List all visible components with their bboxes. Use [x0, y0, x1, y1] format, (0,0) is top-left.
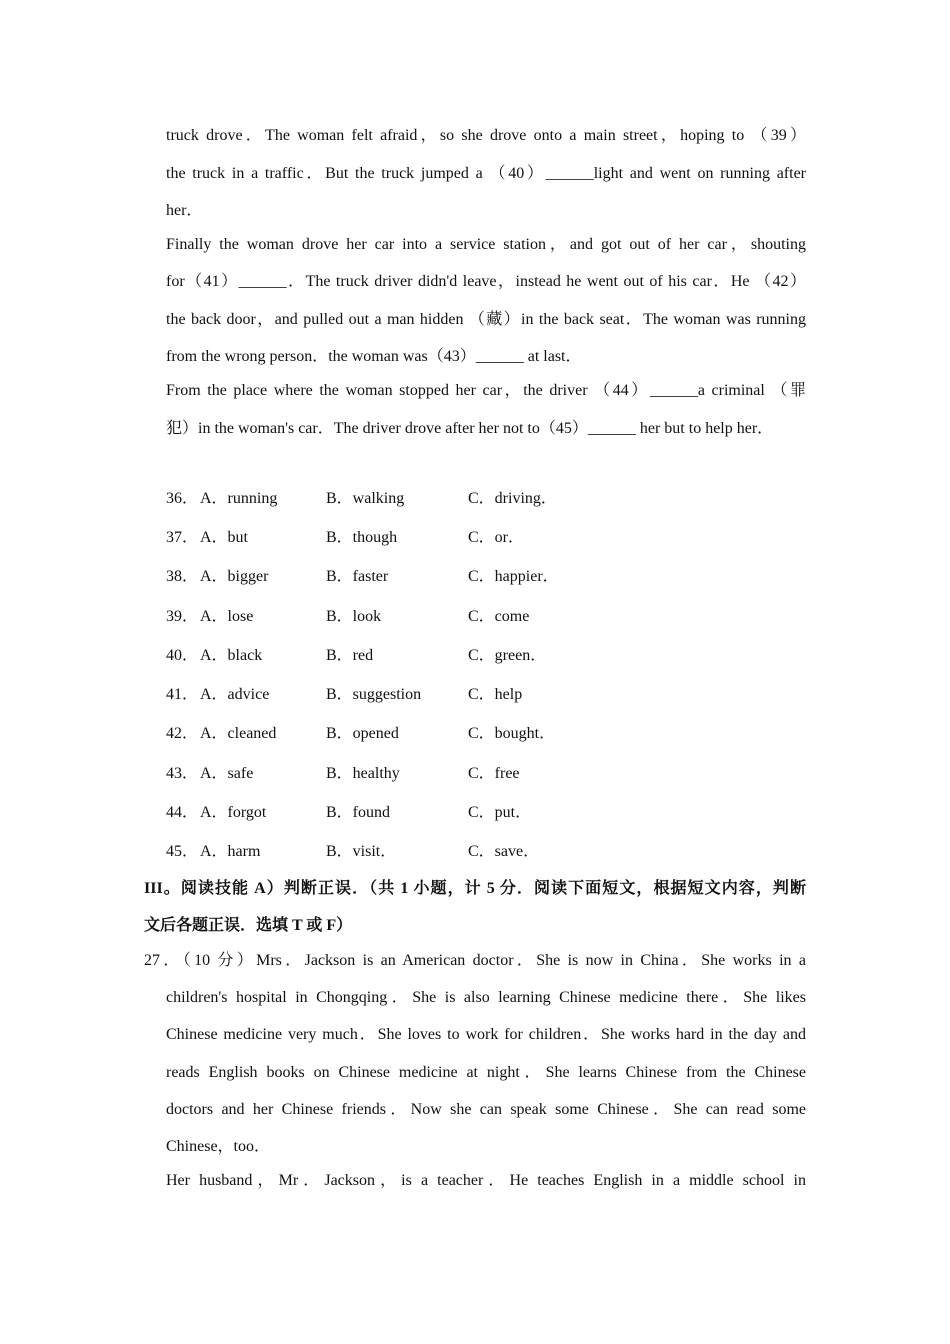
question-number: 41． [166, 686, 199, 703]
option-a: A．advice [200, 686, 270, 703]
option-c: C．save． [468, 843, 540, 860]
option-c: C．come [468, 608, 530, 625]
question-row [166, 646, 686, 666]
passage-line: from the wrong person．the woman was（43）______ at last． [166, 348, 582, 365]
passage-line: From the place where the woman stopped her car，the driver （44）______a criminal （罪 [166, 382, 806, 399]
question-number: 44． [166, 804, 199, 821]
question-number: 42． [166, 725, 199, 742]
question-row [166, 528, 686, 548]
option-a: A．black [200, 647, 263, 664]
option-b: B．look [326, 608, 382, 625]
option-c: C．happier． [468, 568, 559, 585]
option-b: B．opened [326, 725, 399, 742]
question-row [166, 842, 686, 862]
question-row [166, 803, 686, 823]
option-c: C．put． [468, 804, 532, 821]
passage2-line: Chinese，too． [166, 1138, 270, 1155]
question-row [166, 724, 686, 744]
option-b: B．found [326, 804, 391, 821]
question-number: 36． [166, 490, 199, 507]
passage-line: truck drove．The woman felt afraid，so she drove onto a main street，hoping to （39） [166, 127, 806, 144]
option-c: C．or． [468, 529, 525, 546]
option-a: A．running [200, 490, 278, 507]
question-row [166, 489, 686, 509]
passage2-line: Chinese medicine very much．She loves to work for children．She works hard in the day and [166, 1026, 807, 1043]
option-c: C．green． [468, 647, 547, 664]
passage2-line: Her husband，Mr．Jackson，is a teacher．He teaches English in a middle school in [166, 1172, 806, 1189]
passage2-line: 27．（10 分）Mrs．Jackson is an American doctor．She is now in China．She works in a [144, 952, 806, 969]
option-c: C．free [468, 765, 520, 782]
option-a: A．cleaned [200, 725, 277, 742]
option-a: A．harm [200, 843, 261, 860]
option-a: A．forgot [200, 804, 267, 821]
passage2-line: doctors and her Chinese friends．Now she can speak some Chinese．She can read some [166, 1101, 806, 1118]
passage-line: her． [166, 202, 203, 219]
option-b: B．walking [326, 490, 405, 507]
option-a: A．bigger [200, 568, 269, 585]
passage-line: the truck in a traffic．But the truck jumped a （40）______light and went on running after [166, 165, 806, 182]
question-row [166, 567, 686, 587]
option-b: B．visit． [326, 843, 397, 860]
option-c: C．help [468, 686, 523, 703]
question-number: 43． [166, 765, 199, 782]
passage2-line: children's hospital in Chongqing．She is also learning Chinese medicine there．She likes [166, 989, 806, 1006]
option-a: A．but [200, 529, 249, 546]
question-row [166, 607, 686, 627]
section-heading: 文后各题正误．选填 T 或 F） [144, 917, 353, 934]
passage-line: Finally the woman drove her car into a service station，and got out of her car，shouting [166, 236, 806, 253]
option-b: B．suggestion [326, 686, 422, 703]
option-a: A．lose [200, 608, 254, 625]
option-a: A．safe [200, 765, 254, 782]
option-b: B．though [326, 529, 398, 546]
section-heading: III。阅读技能 A）判断正误．（共 1 小题，计 5 分．阅读下面短文，根据短文内容，判断 [144, 880, 806, 897]
question-number: 38． [166, 568, 199, 585]
question-row [166, 764, 686, 784]
passage-line: 犯）in the woman's car．The driver drove after her not to（45）______ her but to help her． [166, 420, 774, 437]
question-number: 40． [166, 647, 199, 664]
option-b: B．faster [326, 568, 389, 585]
passage2-line: reads English books on Chinese medicine at night．She learns Chinese from the Chinese [166, 1064, 806, 1081]
option-b: B．healthy [326, 765, 400, 782]
question-number: 39． [166, 608, 199, 625]
passage-line: the back door，and pulled out a man hidden （藏）in the back seat．The woman was running [166, 311, 806, 328]
passage-line: for（41）______．The truck driver didn'd leave，instead he went out of his car．He （42） [166, 273, 806, 290]
option-c: C．bought． [468, 725, 556, 742]
option-c: C．driving． [468, 490, 557, 507]
question-number: 45． [166, 843, 199, 860]
question-number: 37． [166, 529, 199, 546]
question-row [166, 685, 686, 705]
option-b: B．red [326, 647, 374, 664]
